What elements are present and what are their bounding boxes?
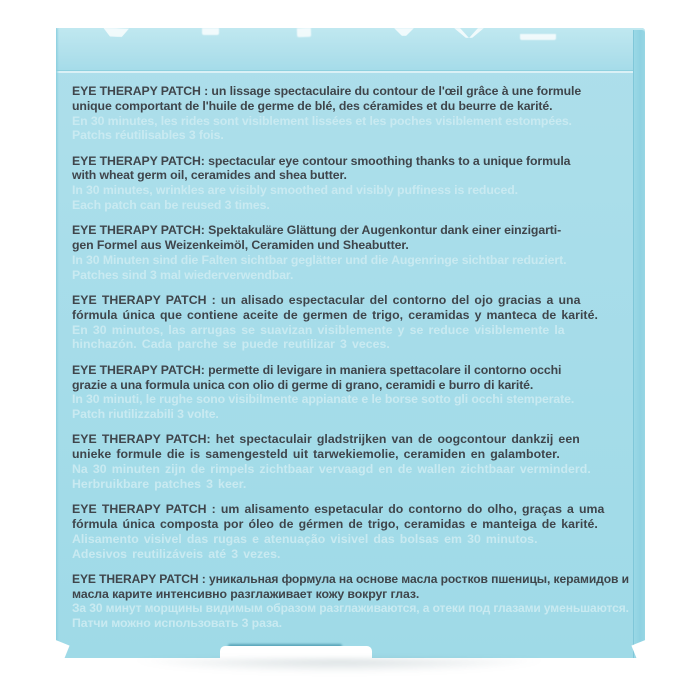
faded-line: Alisamento visivel das rugas e atenuação visivel das bolsas em 30 minutos.	[72, 531, 538, 546]
bold-line: fórmula única composta por óleo de gérmen de trigo, ceramidas e manteiga de karité.	[72, 516, 598, 531]
bold-line: unique comportant de l'huile de germe de blé, des céramides et du beurre de karité.	[72, 98, 553, 113]
lang-block-russian	[72, 572, 629, 631]
box-shadow-reflection	[80, 659, 620, 679]
bold-line: EYE THERAPY PATCH: het spectaculair gladstrijken van de oogcontour dankzij een	[72, 432, 580, 447]
lang-block-portuguese	[72, 502, 629, 561]
cut-off-letter-fragment	[394, 28, 414, 36]
multilingual-text-panel	[72, 84, 629, 642]
bold-line: EYE THERAPY PATCH : un alisado espectacular del contorno del ojo gracias a una	[72, 293, 581, 308]
faded-line: Adesivos reutilizáveis até 3 vezes.	[72, 546, 281, 561]
bold-line: fórmula única que contiene aceite de germen de trigo, ceramidas y manteca de karité.	[72, 307, 598, 322]
lang-block-english	[72, 154, 629, 213]
bold-line: EYE THERAPY PATCH: Spektakuläre Glättung der Augenkontur dank einer einzigarti-	[72, 223, 562, 238]
faded-line: За 30 минут морщины видимым образом разглаживаются, а отеки под глазами уменьшаются.	[72, 601, 629, 616]
cut-off-letter-fragment	[297, 28, 311, 37]
bold-line: gen Formel aus Weizenkeimöl, Ceramiden und Sheabutter.	[72, 238, 409, 253]
box-fold-highlight	[56, 71, 645, 73]
bold-line: unieke formule die is samengesteld uit tarwekiemolie, ceramiden en galamboter.	[72, 447, 560, 462]
faded-line: In 30 Minuten sind die Falten sichtbar geglätter und die Augenringe sichtbar reduziert.	[72, 252, 567, 267]
faded-line: Na 30 minuten zijn de rimpels zichtbaar vervaagd en de wallen zichtbaar verminderd.	[72, 462, 591, 477]
cut-off-letter-fragment	[202, 28, 219, 35]
cut-off-letter-fragment	[103, 28, 129, 37]
bold-line: EYE THERAPY PATCH : уникальная формула на основе масла ростков пшеницы, керамидов и	[72, 571, 629, 586]
bottom-left-corner-cut	[47, 640, 69, 666]
lang-block-french	[72, 84, 629, 143]
bold-line: EYE THERAPY PATCH : un lissage spectaculaire du contour de l'œil grâce à une formule	[72, 84, 582, 98]
bold-line: with wheat germ oil, ceramides and shea butter.	[72, 168, 347, 183]
faded-line: Patch riutilizzabili 3 volte.	[72, 407, 219, 422]
lang-block-german	[72, 223, 629, 282]
bold-line: масла карите интенсивно разглаживает кожу вокруг глаз.	[72, 586, 420, 601]
lang-block-dutch	[72, 432, 629, 491]
box-left-edge	[56, 28, 59, 658]
cut-off-letter-fragment	[520, 34, 556, 40]
faded-line: Herbruikbare patches 3 keer.	[72, 476, 247, 491]
box-top-face	[56, 28, 645, 71]
bold-line: grazie a una formula unica con olio di germe di grano, ceramidi e burro di karité.	[72, 377, 534, 392]
bottom-flap-notch	[220, 646, 372, 659]
product-box	[56, 28, 645, 658]
lang-block-spanish	[72, 293, 629, 352]
bold-line: EYE THERAPY PATCH: spectacular eye contour smoothing thanks to a unique formula	[72, 153, 571, 168]
box-right-side-face	[633, 30, 645, 658]
faded-line: En 30 minutos, las arrugas se suavizan visiblemente y se reduce visiblemente la	[72, 322, 565, 337]
faded-line: hinchazón. Cada parche se puede reutilizar 3 veces.	[72, 337, 390, 352]
faded-line: In 30 minuti, le rughe sono visibilmente appianate e le borse sotto gli occhi stemperate.	[72, 392, 575, 407]
faded-line: Each patch can be reused 3 times.	[72, 198, 270, 213]
faded-line: Patches sind 3 mal wiederverwendbar.	[72, 267, 294, 282]
faded-line: Patchs réutilisables 3 fois.	[72, 128, 224, 143]
bold-line: EYE THERAPY PATCH : um alisamento espetacular do contorno do olho, graças a uma	[72, 502, 605, 517]
faded-line: Патчи можно использовать 3 раза.	[72, 616, 282, 631]
cut-off-letter-fragment	[454, 28, 484, 38]
faded-line: En 30 minutes, les rides sont visiblement lissées et les poches visiblement estompées.	[72, 113, 572, 128]
lang-block-italian	[72, 363, 629, 422]
bottom-right-corner-cut	[631, 640, 653, 666]
faded-line: In 30 minutes, wrinkles are visibly smoothed and visibly puffiness is reduced.	[72, 183, 518, 198]
bold-line: EYE THERAPY PATCH: permette di levigare in maniera spettacolare il contorno occhi	[72, 362, 562, 377]
